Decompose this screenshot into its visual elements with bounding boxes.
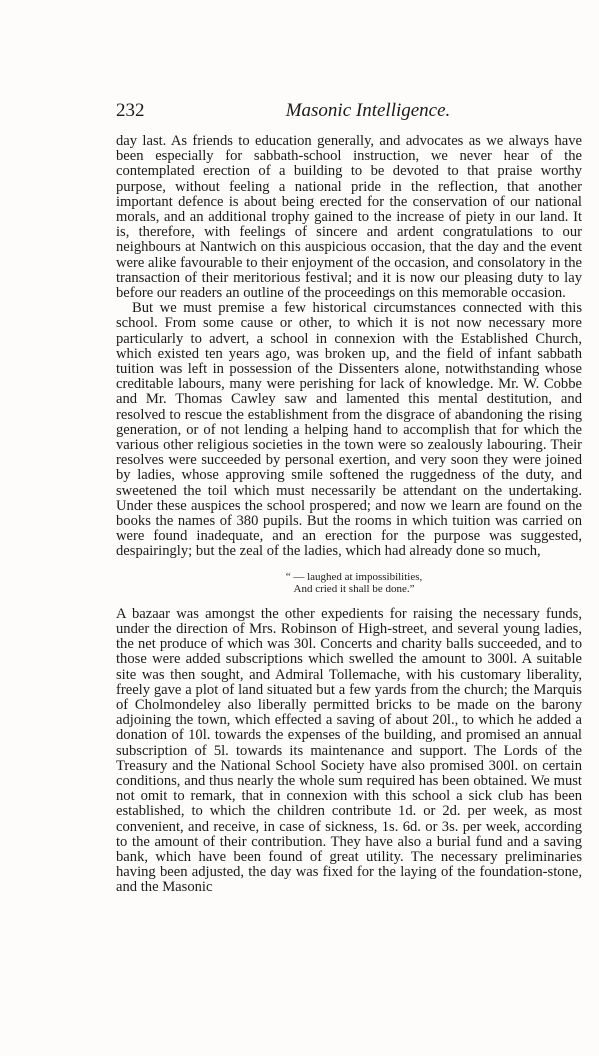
- quote-line-2: And cried it shall be done.”: [293, 582, 415, 595]
- page-header: [116, 100, 586, 124]
- paragraph-2: But we must premise a few historical circumstances connected with this school. From some cause or other, to which it is not now necessary more particularly to advert, a school in connexion with the Established Church, which existed ten years ago, was broken up, and the field of infant sabbath tuition was left in possession of the Dissenters alone, notwithstanding whose creditable labours, many were perishing for lack of knowledge. Mr. W. Cobbe and Mr. Thomas Cawley saw and lamented this mental destitution, and resolved to rescue the establishment from the disgrace of abandoning the rising generation, or of not lending a helping hand to accomplish that for which the various other religious societies in the town were so zealously labouring. Their resolves were succeeded by personal exertion, and very soon they were joined by ladies, whose approving smile softened the ruggedness of the duty, and sweetened the toil which must necessarily be attendant on the undertaking. Under these auspices the school prospered; and now we learn are found on the books the names of 380 pupils. But the rooms in which tuition was carried on were found inadequate, and an erection for the purpose was suggested, despairingly; but the zeal of the ladies, which had already done so much,: [116, 300, 582, 560]
- block-quote: [116, 571, 582, 595]
- article-body: [116, 134, 582, 896]
- quote-line-1: “ — laughed at impossibilities,: [285, 570, 423, 583]
- page-number: 232: [116, 100, 145, 121]
- paragraph-3: A bazaar was amongst the other expedients for raising the necessary funds, under the direction of Mrs. Robinson of High-street, and several young ladies, the net produce of which was 30l. Concerts and charity balls succeeded, and to those were added subscriptions which swelled the amount to 300l. A suitable site was then sought, and Admiral Tollemache, with his customary liberality, freely gave a plot of land situated but a few yards from the church; the Marquis of Cholmondeley also liberally permitted bricks to be made on the barony adjoining the town, which effected a saving of about 20l., to which he added a donation of 10l. towards the expenses of the building, and promised an annual subscription of 5l. towards its maintenance and support. The Lords of the Treasury and the National School Society have also promised 300l. on certain conditions, and thus nearly the whole sum required has been obtained. We must not omit to remark, that in connexion with this school a sick club has been established, to which the children contribute 1d. or 2d. per week, as most convenient, and receive, in case of sickness, 1s. 6d. or 3s. per week, according to the amount of their contribution. They have also a burial fund and a saving bank, which have been found of great utility. The necessary preliminaries having been adjusted, the day was fixed for the laying of the foundation-stone, and the Masonic: [116, 605, 582, 896]
- running-title: Masonic Intelligence.: [285, 100, 451, 121]
- paragraph-1: day last. As friends to education generally, and advocates as we always have been especially for sabbath-school instruction, we never hear of the contemplated erection of a building to be devoted to that praise worthy purpose, without feeling a national pride in the reflection, that another important defence is about being erected for the conservation of our national morals, and an additional trophy gained to the increase of piety in our land. It is, therefore, with feelings of sincere and ardent congratulations to our neighbours at Nantwich on this auspicious occasion, that the day and the event were alike favourable to their enjoyment of the occasion, and consolatory in the transaction of their meritorious festival; and it is now our pleasing duty to lay before our readers an outline of the proceedings on this memorable occasion.: [116, 133, 582, 302]
